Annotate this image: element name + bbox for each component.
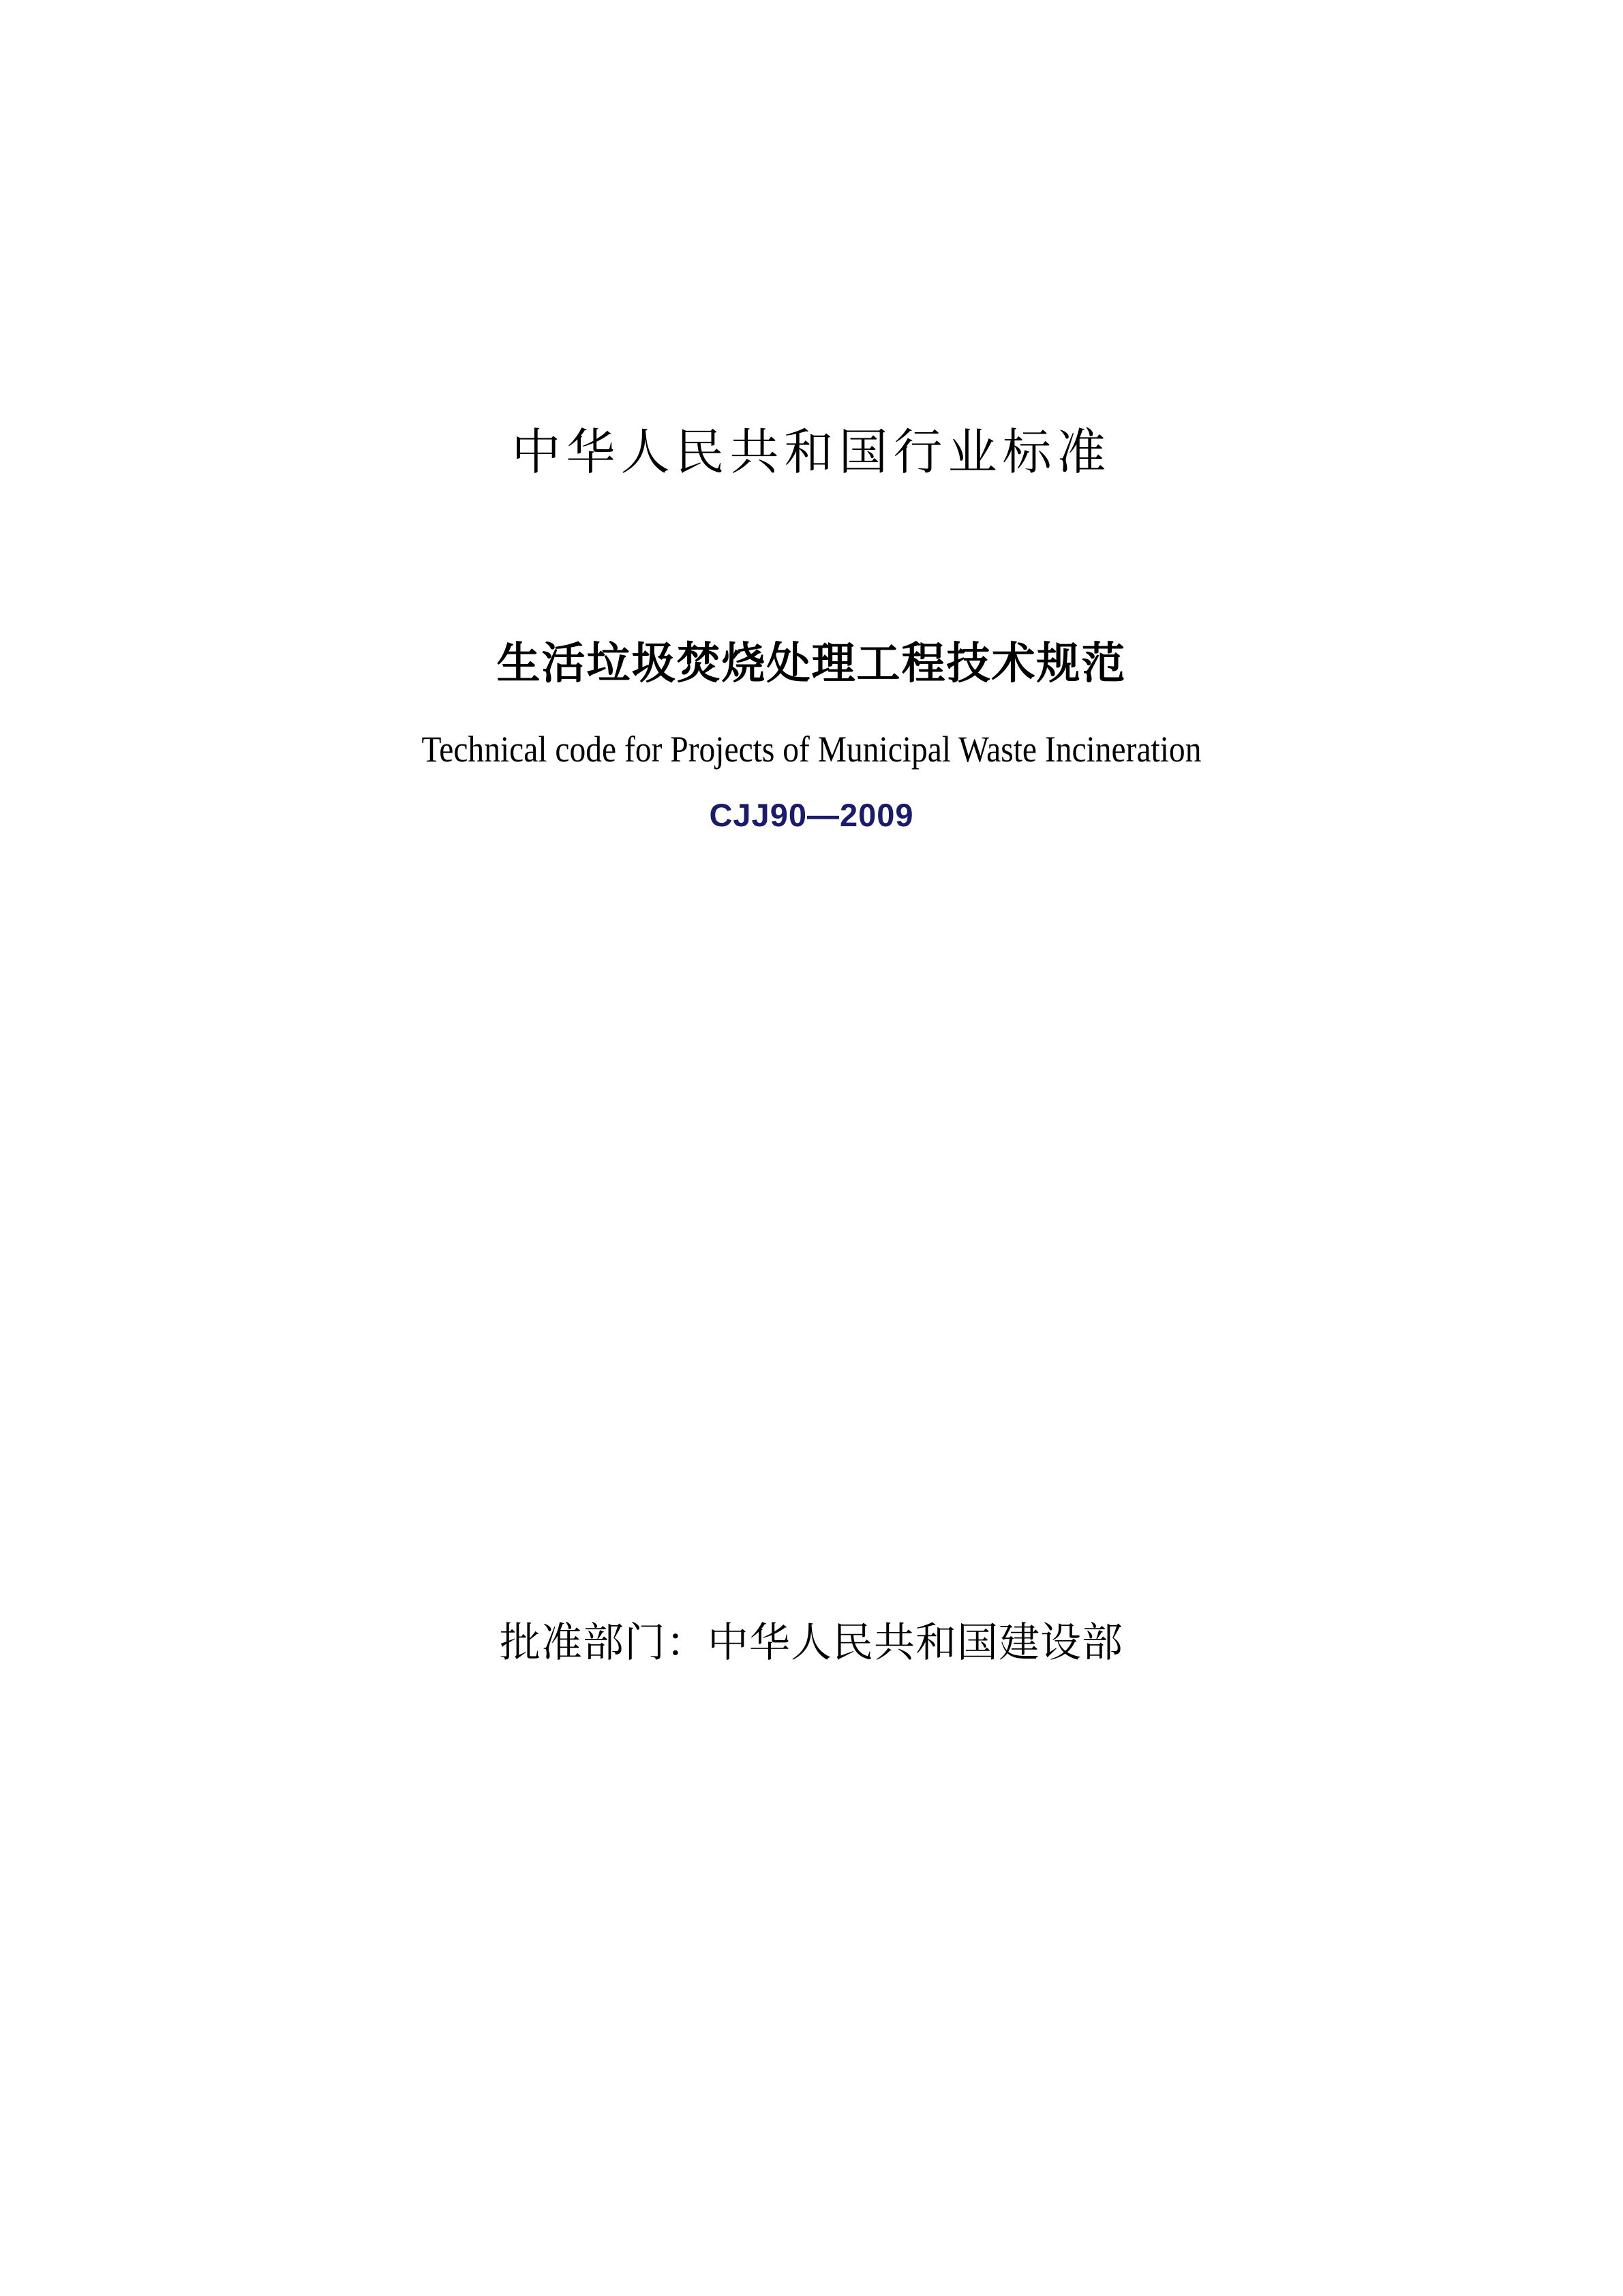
approval-department-line: 批准部门：中华人民共和国建设部 xyxy=(500,1620,1123,1665)
standard-code: CJJ90—2009 xyxy=(709,797,914,833)
document-title-english: Technical code for Projects of Municipal Waste Incineration xyxy=(421,729,1202,770)
national-industry-standard-heading: 中华人民共和国行业标准 xyxy=(511,425,1112,480)
document-title-chinese: 生活垃圾焚烧处理工程技术规范 xyxy=(496,639,1127,688)
